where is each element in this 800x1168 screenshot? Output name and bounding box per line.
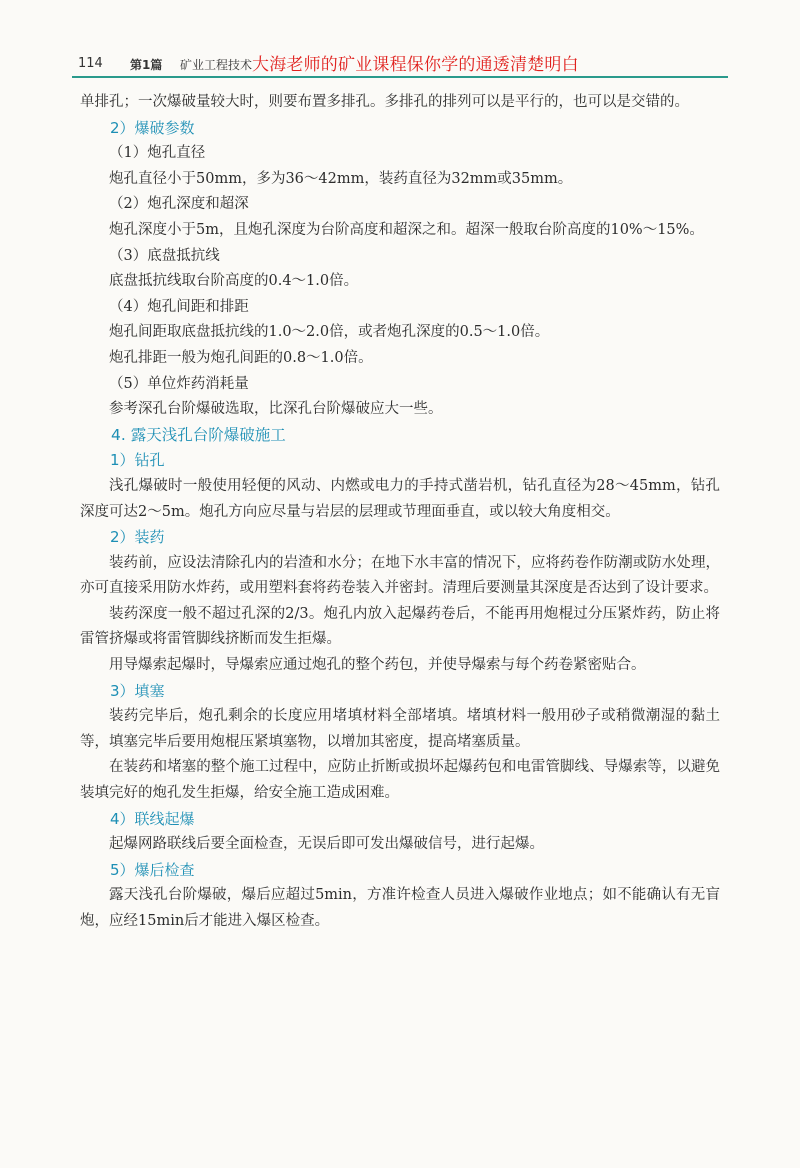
subsection-heading: （2）炮孔深度和超深 bbox=[109, 196, 249, 213]
paragraph: 炮孔排距一般为炮孔间距的0.8～1.0倍。 bbox=[109, 349, 373, 366]
section-heading: 5）爆后检查 bbox=[110, 860, 195, 879]
paragraph: 炮孔间距取底盘抵抗线的1.0～2.0倍，或者炮孔深度的0.5～1.0倍。 bbox=[109, 324, 550, 341]
overlay-watermark-text: 大海老师的矿业课程保你学的通透清楚明白 bbox=[252, 55, 579, 75]
paragraph: 底盘抵抗线取台阶高度的0.4～1.0倍。 bbox=[109, 273, 359, 290]
page-body bbox=[80, 90, 720, 935]
paragraph: 装药前，应设法清除孔内的岩渣和水分；在地下水丰富的情况下，应将药卷作防潮或防水处理，亦可直接采用防水炸药，或用塑料套将药卷装入并密封。清理后要测量其深度是否达到了设计要求。 bbox=[80, 554, 720, 597]
paragraph: 在装药和堵塞的整个施工过程中，应防止折断或损坏起爆药包和电雷管脚线、导爆索等，以避免装填完好的炮孔发生拒爆，给安全施工造成困难。 bbox=[80, 759, 720, 802]
paragraph: 装药深度一般不超过孔深的2/3。炮孔内放入起爆药卷后，不能再用炮棍过分压紧炸药，防止将雷管挤爆或将雷管脚线挤断而发生拒爆。 bbox=[80, 605, 720, 648]
paragraph: 起爆网路联线后要全面检查，无误后即可发出爆破信号，进行起爆。 bbox=[109, 836, 544, 853]
paragraph: 参考深孔台阶爆破选取，比深孔台阶爆破应大一些。 bbox=[109, 401, 443, 418]
section-heading: 2）爆破参数 bbox=[110, 118, 195, 137]
part-label: 第1篇 bbox=[130, 58, 163, 72]
paragraph: 装药完毕后，炮孔剩余的长度应用堵填材料全部堵填。堵填材料一般用砂子或稍微潮湿的黏土等，填塞完毕后要用炮棍压紧填塞物，以增加其密度，提高堵塞质量。 bbox=[80, 708, 720, 750]
page-header bbox=[72, 50, 728, 78]
paragraph: 单排孔；一次爆破量较大时，则要布置多排孔。多排孔的排列可以是平行的，也可以是交错的。 bbox=[80, 94, 689, 110]
section-heading: 2）装药 bbox=[110, 528, 165, 547]
paragraph: 炮孔直径小于50mm，多为36～42mm，装药直径为32mm或35mm。 bbox=[109, 170, 573, 187]
paragraph: 浅孔爆破时一般使用轻便的风动、内燃或电力的手持式凿岩机，钻孔直径为28～45mm，钻孔深度可达2～5m。炮孔方向应尽量与岩层的层理或节理面垂直，或以较大角度相交。 bbox=[80, 477, 720, 520]
page-number: 114 bbox=[78, 56, 103, 71]
subsection-heading: （5）单位炸药消耗量 bbox=[109, 375, 249, 392]
section-heading: 3）填塞 bbox=[110, 681, 165, 700]
chapter-section-heading: 4. 露天浅孔台阶爆破施工 bbox=[111, 425, 286, 444]
subsection-heading: （1）炮孔直径 bbox=[109, 145, 206, 162]
paragraph: 用导爆索起爆时，导爆索应通过炮孔的整个药包，并使导爆索与每个药卷紧密贴合。 bbox=[109, 657, 646, 674]
paragraph: 露天浅孔台阶爆破，爆后应超过5min，方准许检查人员进入爆破作业地点；如不能确认有无盲炮，应经15min后才能进入爆区检查。 bbox=[80, 887, 720, 929]
subsection-heading: （3）底盘抵抗线 bbox=[109, 247, 220, 264]
subsection-heading: （4）炮孔间距和排距 bbox=[109, 298, 249, 315]
section-heading: 4）联线起爆 bbox=[110, 809, 195, 828]
paragraph: 炮孔深度小于5m，且炮孔深度为台阶高度和超深之和。超深一般取台阶高度的10%～15%。 bbox=[109, 221, 704, 238]
section-heading: 1）钻孔 bbox=[110, 451, 165, 470]
chapter-title: 矿业工程技术 bbox=[180, 58, 253, 72]
